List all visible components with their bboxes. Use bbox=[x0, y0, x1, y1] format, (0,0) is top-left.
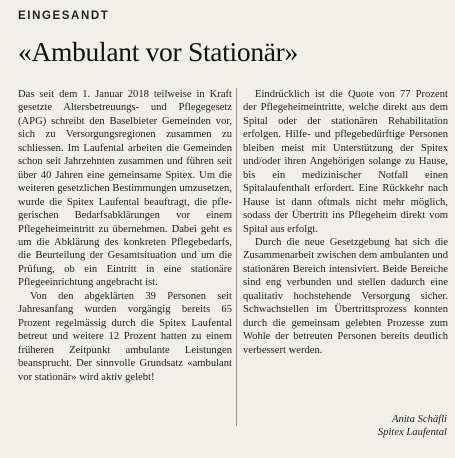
author-organization: Spitex Laufental bbox=[377, 427, 447, 439]
author-name: Anita Schäfli bbox=[391, 414, 447, 425]
article-paragraph: Von den abgeklärten 39 Personen seit Jahresanfang wurden vorgängig bereits 65 Prozent regelmässig durch die Spitex Laufental betreut und weitere 12 Prozent hatten zu einem früheren Zeitpunkt ambulante Leistungen beansprucht. Der sinnvolle Grundsatz «ambulant vor stationär» wird aktiv gelebt! bbox=[18, 290, 232, 383]
article-column-left bbox=[18, 88, 232, 384]
article-paragraph: Durch die neue Gesetzgebung hat sich die Zusammenarbeit zwischen dem ambulanten und stationären Bereich intensiviert. Beide Bereiche sind eng verbunden und stellen dadurch eine qualitativ hochstehende Versorgung sicher. Schwachstellen im Übertrittsprozess konnten durch die gemeinsam gelebten Prozesse zum Wohle der betreuten Personen bereits deutlich verbessert werden. bbox=[243, 236, 448, 356]
column-divider bbox=[236, 88, 237, 426]
article-headline: «Ambulant vor Stationär» bbox=[18, 36, 298, 67]
article-column-right bbox=[243, 88, 448, 357]
article-paragraph: Das seit dem 1. Januar 2018 teilweise in Kraft gesetzte Altersbetreuungs- und Pflegegesetz (APG) schreibt den Baselbieter Gemeinden vor, sich zu Versorgungsregionen zusammen zu schliessen. Im Laufental arbeiten die Gemeinden schon seit Jahrzehnten zusammen und führen seit über 40 Jahren eine gemeinsame Spitex. Um die weiteren gesetzlichen Bestimmungen umzusetzen, wurde die Spitex Laufental beauftragt, die pflegerischen Bedarfsabklärungen vor einem Pflegeheimeintritt zu übernehmen. Dabei geht es um die Abklärung des konkreten Pflegebedarfs, die Beurteilung der Gesamtsituation und um die Prüfung, ob ein Eintritt in eine stationäre Pflegeeinrichtung angebracht ist. bbox=[18, 89, 232, 289]
article-paragraph: Eindrücklich ist die Quote von 77 Prozent der Pflegeheimeintritte, welche direkt aus dem Spital oder der stationären Rehabilitation erfolgen. Hilfe- und pflegebedürftige Personen bleiben meist mit Unterstützung der Spitex und/oder ihren Angehörigen solange zu Hause, bis ein medizinischer Notfall einen Spitalaufenthalt erfordert. Eine Rückkehr nach Hause ist dann oftmals nicht mehr möglich, sodass der Übertritt ins Pflegeheim direkt vom Spital aus erfolgt. bbox=[243, 89, 448, 235]
section-kicker: EINGESANDT bbox=[18, 10, 110, 22]
author-signature bbox=[378, 413, 447, 440]
